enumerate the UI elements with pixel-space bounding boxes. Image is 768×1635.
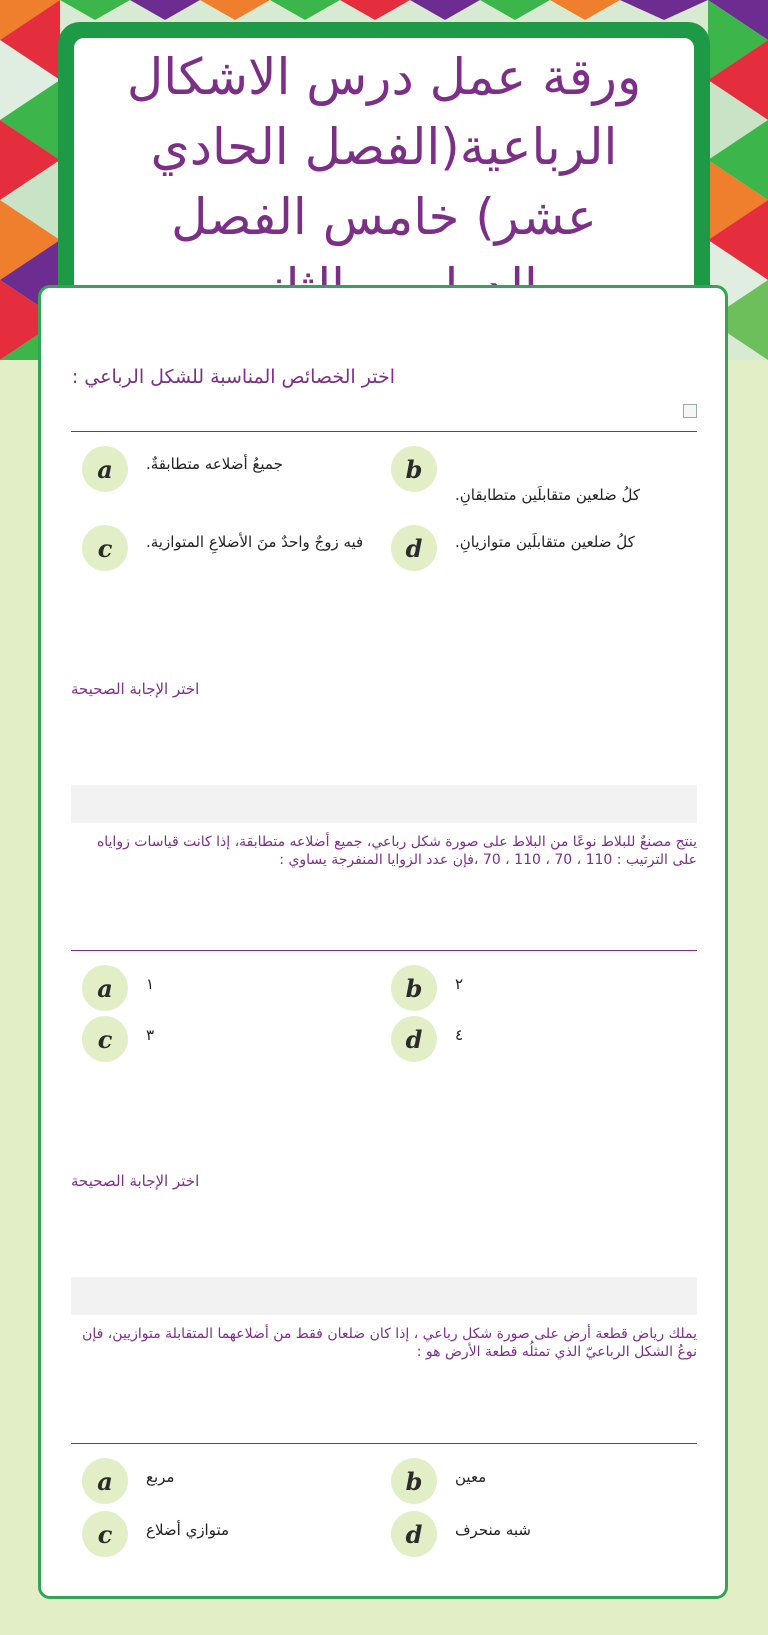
option-circle-a[interactable]: a <box>82 446 128 492</box>
question-2-text: ينتج مصنعٌ للبلاط نوعًا من البلاط على صورة شكل رباعي، جميع أضلاعه متطابقة، إذا كانت قياسات زواياه على الترتيب : 110 ، 70 ، 110 ، 70 ،فإن عدد الزوايا المنفرجة يساوي : <box>96 834 697 868</box>
option-text-c: ٣ <box>146 1026 155 1044</box>
option-circle-b[interactable]: b <box>391 1458 437 1504</box>
question-2-label: اختر الإجابة الصحيحة <box>71 680 200 698</box>
question-2-bar <box>71 785 697 823</box>
option-circle-d[interactable]: d <box>391 525 437 571</box>
option-circle-a[interactable]: a <box>82 965 128 1011</box>
option-circle-c[interactable]: c <box>82 1016 128 1062</box>
broken-image-icon <box>683 404 697 418</box>
question-1-prompt: اختر الخصائص المناسبة للشكل الرباعي : <box>71 366 395 388</box>
header-card <box>58 22 710 322</box>
option-text-c: متوازي أضلاع <box>146 1521 230 1539</box>
option-circle-d[interactable]: d <box>391 1511 437 1557</box>
option-circle-b[interactable]: b <box>391 965 437 1011</box>
option-circle-a[interactable]: a <box>82 1458 128 1504</box>
option-text-d: كلُ ضلعين متقابلَين متوازيانِ. <box>455 533 635 551</box>
option-text-a: مربع <box>146 1468 175 1486</box>
option-text-a: جميعُ أضلاعه متطابقةٌ. <box>146 455 283 473</box>
question-3-label: اختر الإجابة الصحيحة <box>71 1172 200 1190</box>
page-title: ورقة عمل درس الاشكال الرباعية(الفصل الحادي عشر) خامس الفصل <box>126 48 642 246</box>
option-circle-d[interactable]: d <box>391 1016 437 1062</box>
option-text-a: ١ <box>146 975 155 993</box>
option-circle-c[interactable]: c <box>82 1511 128 1557</box>
option-text-d: ٤ <box>455 1026 464 1044</box>
option-text-b: معين <box>455 1468 487 1486</box>
option-text-b: كلُ ضلعين متقابلَين متطابقانِ. <box>455 486 641 504</box>
worksheet-card <box>38 285 728 1599</box>
option-circle-b[interactable]: b <box>391 446 437 492</box>
divider <box>71 1443 697 1444</box>
question-3-text: يملك رياض قطعة أرض على صورة شكل رباعي ، إذا كان ضلعان فقط من أضلاعهما المتقابلة متوازيين، فإن نوعُ الشكل الرباعيّ الذي تمثلُه قطعة الأرض هو : <box>82 1326 697 1360</box>
option-text-d: شبه منحرف <box>455 1521 531 1539</box>
option-text-c: فيه زوجٌ واحدٌ منَ الأضلاعِ المتوازية. <box>146 533 364 551</box>
header-inner <box>72 36 696 322</box>
divider <box>71 431 697 432</box>
divider <box>71 950 697 951</box>
question-3-bar <box>71 1277 697 1315</box>
option-circle-c[interactable]: c <box>82 525 128 571</box>
option-text-b: ٢ <box>455 975 464 993</box>
